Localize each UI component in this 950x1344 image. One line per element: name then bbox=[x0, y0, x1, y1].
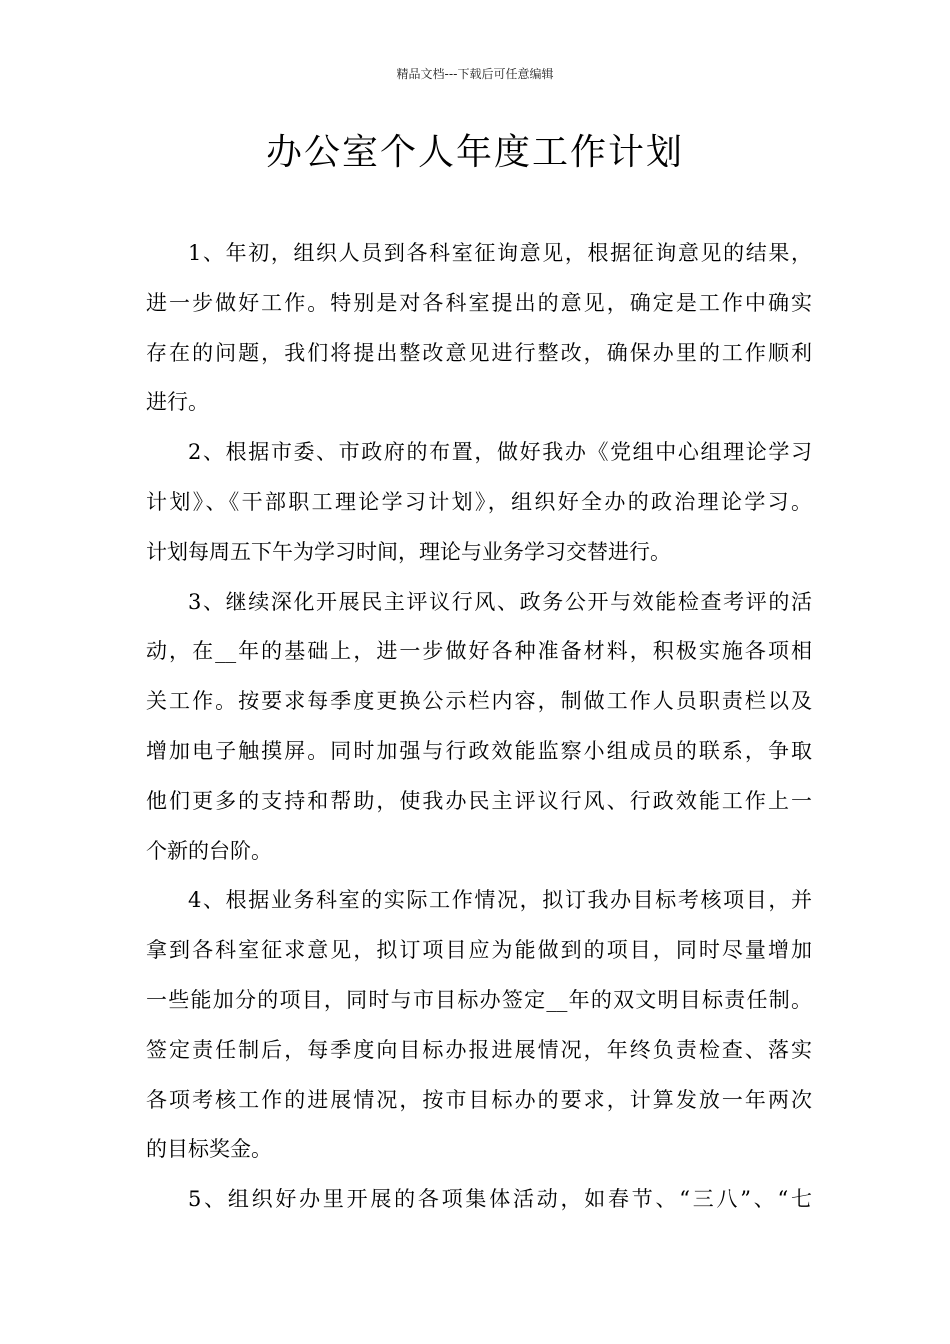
paragraph-line: 签定责任制后，每季度向目标办报进展情况，年终负责检查、落实 bbox=[146, 1037, 812, 1062]
paragraph-line: 个新的台阶。 bbox=[146, 838, 272, 863]
header-watermark: 精品文档---下载后可任意编辑 bbox=[396, 67, 554, 81]
document-body bbox=[146, 229, 812, 1225]
paragraph-line: 计划每周五下午为学习时间，理论与业务学习交替进行。 bbox=[146, 539, 671, 564]
paragraph-line: 4、根据业务科室的实际工作情况，拟订我办目标考核项目，并 bbox=[188, 888, 812, 913]
paragraph-line: 他们更多的支持和帮助，使我办民主评议行风、行政效能工作上一 bbox=[146, 788, 812, 813]
paragraph-2 bbox=[146, 428, 812, 577]
paragraph-line: 增加电子触摸屏。同时加强与行政效能监察小组成员的联系，争取 bbox=[146, 738, 812, 763]
paragraph-line: 关工作。按要求每季度更换公示栏内容，制做工作人员职责栏以及 bbox=[146, 689, 812, 714]
paragraph-line: 动，在__年的基础上，进一步做好各种准备材料，积极实施各项相 bbox=[146, 639, 812, 664]
paragraph-line: 各项考核工作的进展情况，按市目标办的要求，计算发放一年两次 bbox=[146, 1087, 812, 1112]
paragraph-5 bbox=[146, 1175, 812, 1225]
paragraph-line: 存在的问题，我们将提出整改意见进行整改，确保办里的工作顺利 bbox=[146, 340, 812, 365]
paragraph-3 bbox=[146, 578, 812, 877]
paragraph-line: 进行。 bbox=[146, 390, 209, 415]
paragraph-line: 进一步做好工作。特别是对各科室提出的意见，确定是工作中确实 bbox=[146, 290, 812, 315]
paragraph-4 bbox=[146, 876, 812, 1175]
paragraph-line: 2、根据市委、市政府的布置，做好我办《党组中心组理论学习 bbox=[188, 440, 812, 465]
paragraph-line: 的目标奖金。 bbox=[146, 1137, 272, 1162]
paragraph-1 bbox=[146, 229, 812, 428]
paragraph-line: 3、继续深化开展民主评议行风、政务公开与效能检查考评的活 bbox=[188, 589, 812, 614]
paragraph-line: 计划》、《干部职工理论学习计划》，组织好全办的政治理论学习。 bbox=[146, 489, 812, 514]
paragraph-line: 拿到各科室征求意见，拟订项目应为能做到的项目，同时尽量增加 bbox=[146, 938, 812, 963]
paragraph-line: 一些能加分的项目，同时与市目标办签定__年的双文明目标责任制。 bbox=[146, 987, 812, 1012]
document-title: 办公室个人年度工作计划 bbox=[265, 132, 684, 173]
paragraph-line: 5、组织好办里开展的各项集体活动，如春节、“三八”、“七 bbox=[188, 1187, 812, 1212]
paragraph-line: 1、年初，组织人员到各科室征询意见，根据征询意见的结果， bbox=[188, 241, 812, 265]
